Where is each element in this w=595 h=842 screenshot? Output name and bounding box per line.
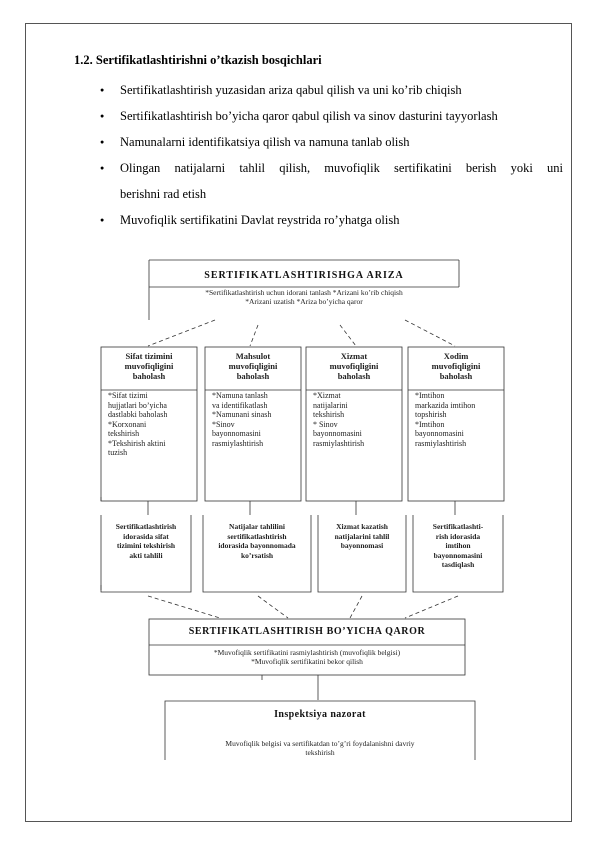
assessment-staff <box>408 351 504 448</box>
assessment-service <box>306 351 402 448</box>
assessment-product <box>205 351 301 448</box>
list-item-text: Namunalarni identifikatsiya qilish va namuna tanlab olish <box>120 135 410 149</box>
list-item-text: Sertifikatlashtirish bo’yicha qaror qabul qilish va sinov dasturini tayyorlash <box>120 109 498 123</box>
assessment-body: *Xizmat natijalarini tekshirish * Sinov bayonnomasini rasmiylashtirish <box>313 391 365 448</box>
assessment-quality-system <box>101 351 197 458</box>
connector-line <box>350 596 362 618</box>
application-sub1: *Sertifikatlashtirish uchun idorani tanlash *Arizani ko’rib chiqish <box>205 288 403 297</box>
connector-line <box>258 596 288 618</box>
result-text: Sertifikatlashti- rish idorasida imtihon bayonnomasini tasdiqlash <box>432 522 484 569</box>
connector-line <box>405 320 455 346</box>
section-heading: 1.2. Sertifikatlashtirishni o’tkazish bosqichlari <box>74 53 322 67</box>
application-title: SERTIFIKATLASHTIRISHGA ARIZA <box>204 270 404 281</box>
assessment-title: Xodim muvofiqligini baholash <box>431 351 481 381</box>
connector-line <box>250 325 258 346</box>
connector-line <box>340 325 356 346</box>
decision-sub: *Muvofiqlik sertifikatini rasmiylashtirish (muvofiqlik belgisi) *Muvofiqlik sertifikatini bekor qilish <box>213 648 401 666</box>
assessment-title: Mahsulot muvofiqligini baholash <box>228 351 278 381</box>
connector-line <box>148 320 215 346</box>
application-sub2: *Arizani uzatish *Ariza bo’yicha qaror <box>245 297 363 306</box>
result-text: Natijalar tahlilini sertifikatlashtirish idorasida bayonnomada ko’rsatish <box>218 522 296 560</box>
decision-title: SERTIFIKATLASHTIRISH BO’YICHA QAROR <box>188 626 426 637</box>
connector-line <box>148 596 220 618</box>
inspection-title: Inspektsiya nazorat <box>274 709 366 720</box>
assessment-title: Sifat tizimini muvofiqligini baholash <box>124 351 174 381</box>
result-text: Xizmat kazatish natijalarini tahlil bayonnomasi <box>334 522 390 550</box>
assessment-body: *Sifat tizimi hujjatlari bo’yicha dastlabki baholash *Korxonani tekshirish *Tekshirish aktini tuzish <box>108 391 168 457</box>
list-item-text: Sertifikatlashtirish yuzasidan ariza qabul qilish va uni ko’rib chiqish <box>120 83 462 97</box>
connector-line <box>405 596 458 618</box>
list-item-text: Muvofiqlik sertifikatini Davlat reystrida ro’yhatga olish <box>120 213 400 227</box>
inspection-sub: Muvofiqlik belgisi va sertifikatdan to’g’ri foydalanishni davriy tekshirish <box>225 739 415 757</box>
assessment-title: Xizmat muvofiqligini baholash <box>329 351 379 381</box>
assessment-body: *Namuna tanlash va identifikatlash *Namunani sinash *Sinov bayonnomasini rasmiylashtirish <box>212 391 272 448</box>
result-text: Sertifikatlashtirish idorasida sifat tizimini tekshirish akti tahlili <box>115 522 177 560</box>
assessment-body: *Imtihon markazida imtihon topshirish *Imtihon bayonnomasini rasmiylashtirish <box>415 391 476 448</box>
list-item-continuation: berishni rad etish <box>120 187 207 201</box>
list-item-text: Olingan natijalarni tahlil qilish, muvofiqlik sertifikatini berish yoki uni <box>120 161 563 175</box>
